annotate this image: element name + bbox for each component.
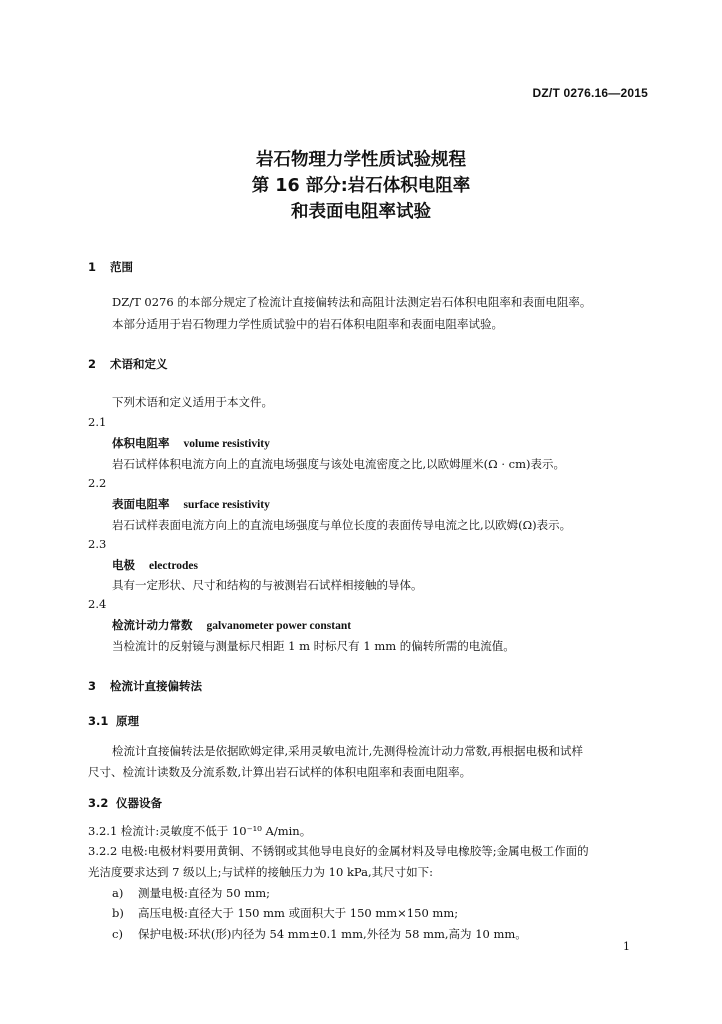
title-line-2: 第 16 部分:岩石体积电阻率 bbox=[251, 176, 471, 196]
subsection-3-2-heading bbox=[88, 795, 162, 811]
list-item bbox=[112, 885, 270, 901]
paragraph: DZ/T 0276 的本部分规定了检流计直接偏转法和高阻计法测定岩石体积电阻率和表面电阻率。 bbox=[112, 295, 592, 309]
term-number: 2.4 bbox=[88, 597, 107, 611]
term-en: volume resistivity bbox=[183, 438, 270, 450]
paragraph: 本部分适用于岩石物理力学性质试验中的岩石体积电阻率和表面电阻率试验。 bbox=[112, 317, 503, 331]
term-definition: 岩石试样表面电流方向上的直流电场强度与单位长度的表面传导电流之比,以欧姆(Ω)表示。 bbox=[112, 518, 572, 532]
term-heading bbox=[112, 435, 270, 451]
paragraph: 尺寸、检流计读数及分流系数,计算出岩石试样的体积电阻率和表面电阻率。 bbox=[88, 765, 472, 779]
list-label: c) bbox=[112, 927, 123, 941]
section-number: 1 bbox=[88, 260, 97, 274]
list-item bbox=[112, 905, 458, 921]
subsection-number: 3.1 bbox=[88, 714, 109, 728]
section-title: 术语和定义 bbox=[110, 357, 168, 371]
term-definition: 具有一定形状、尺寸和结构的与被测岩石试样相接触的导体。 bbox=[112, 578, 423, 592]
term-en: electrodes bbox=[149, 560, 198, 572]
term-number: 2.2 bbox=[88, 476, 107, 490]
term-heading bbox=[112, 557, 198, 573]
section-title: 检流计直接偏转法 bbox=[110, 679, 202, 693]
term-number: 2.3 bbox=[88, 537, 107, 551]
section-number: 2 bbox=[88, 357, 97, 371]
term-en: galvanometer power constant bbox=[206, 620, 352, 632]
term-heading bbox=[112, 496, 270, 512]
clause-3-2-1: 3.2.1 检流计:灵敏度不低于 10⁻¹⁰ A/min。 bbox=[88, 824, 312, 838]
list-text: 高压电极:直径大于 150 mm 或面积大于 150 mm×150 mm; bbox=[138, 906, 459, 920]
term-zh: 体积电阻率 bbox=[112, 436, 170, 450]
clause-3-2-2: 3.2.2 电极:电极材料要用黄铜、不锈钢或其他导电良好的金属材料及导电橡胶等;金属电极工作面的 bbox=[88, 844, 589, 858]
section-1-heading bbox=[88, 259, 133, 275]
term-zh: 检流计动力常数 bbox=[112, 618, 193, 632]
term-zh: 电极 bbox=[112, 558, 135, 572]
term-heading bbox=[112, 617, 351, 633]
list-text: 测量电极:直径为 50 mm; bbox=[138, 886, 271, 900]
paragraph: 检流计直接偏转法是依据欧姆定律,采用灵敏电流计,先测得检流计动力常数,再根据电极和试样 bbox=[112, 744, 583, 758]
title-line-3: 和表面电阻率试验 bbox=[291, 202, 431, 222]
subsection-title: 仪器设备 bbox=[116, 796, 162, 810]
list-text: 保护电极:环状(形)内径为 54 mm±0.1 mm,外径为 58 mm,高为 10 mm。 bbox=[138, 927, 527, 941]
list-label: b) bbox=[112, 906, 124, 920]
section-3-heading bbox=[88, 678, 202, 694]
subsection-number: 3.2 bbox=[88, 796, 109, 810]
page-number: 1 bbox=[623, 940, 630, 953]
title-line-1: 岩石物理力学性质试验规程 bbox=[256, 150, 466, 170]
section-2-heading bbox=[88, 356, 168, 372]
document-title bbox=[0, 147, 722, 225]
term-definition: 岩石试样体积电流方向上的直流电场强度与该处电流密度之比,以欧姆厘米(Ω · cm)表示。 bbox=[112, 457, 565, 471]
paragraph: 下列术语和定义适用于本文件。 bbox=[112, 395, 273, 409]
term-zh: 表面电阻率 bbox=[112, 497, 170, 511]
subsection-3-1-heading bbox=[88, 713, 139, 729]
subsection-title: 原理 bbox=[116, 714, 139, 728]
section-number: 3 bbox=[88, 679, 97, 693]
term-definition: 当检流计的反射镜与测量标尺相距 1 m 时标尺有 1 mm 的偏转所需的电流值。 bbox=[112, 639, 515, 653]
list-label: a) bbox=[112, 886, 124, 900]
section-title: 范围 bbox=[110, 260, 133, 274]
standard-code: DZ/T 0276.16—2015 bbox=[532, 86, 648, 100]
term-en: surface resistivity bbox=[183, 499, 270, 511]
term-number: 2.1 bbox=[88, 415, 107, 429]
list-item bbox=[112, 926, 527, 942]
clause-3-2-2-continued: 光洁度要求达到 7 级以上;与试样的接触压力为 10 kPa,其尺寸如下: bbox=[88, 865, 434, 879]
